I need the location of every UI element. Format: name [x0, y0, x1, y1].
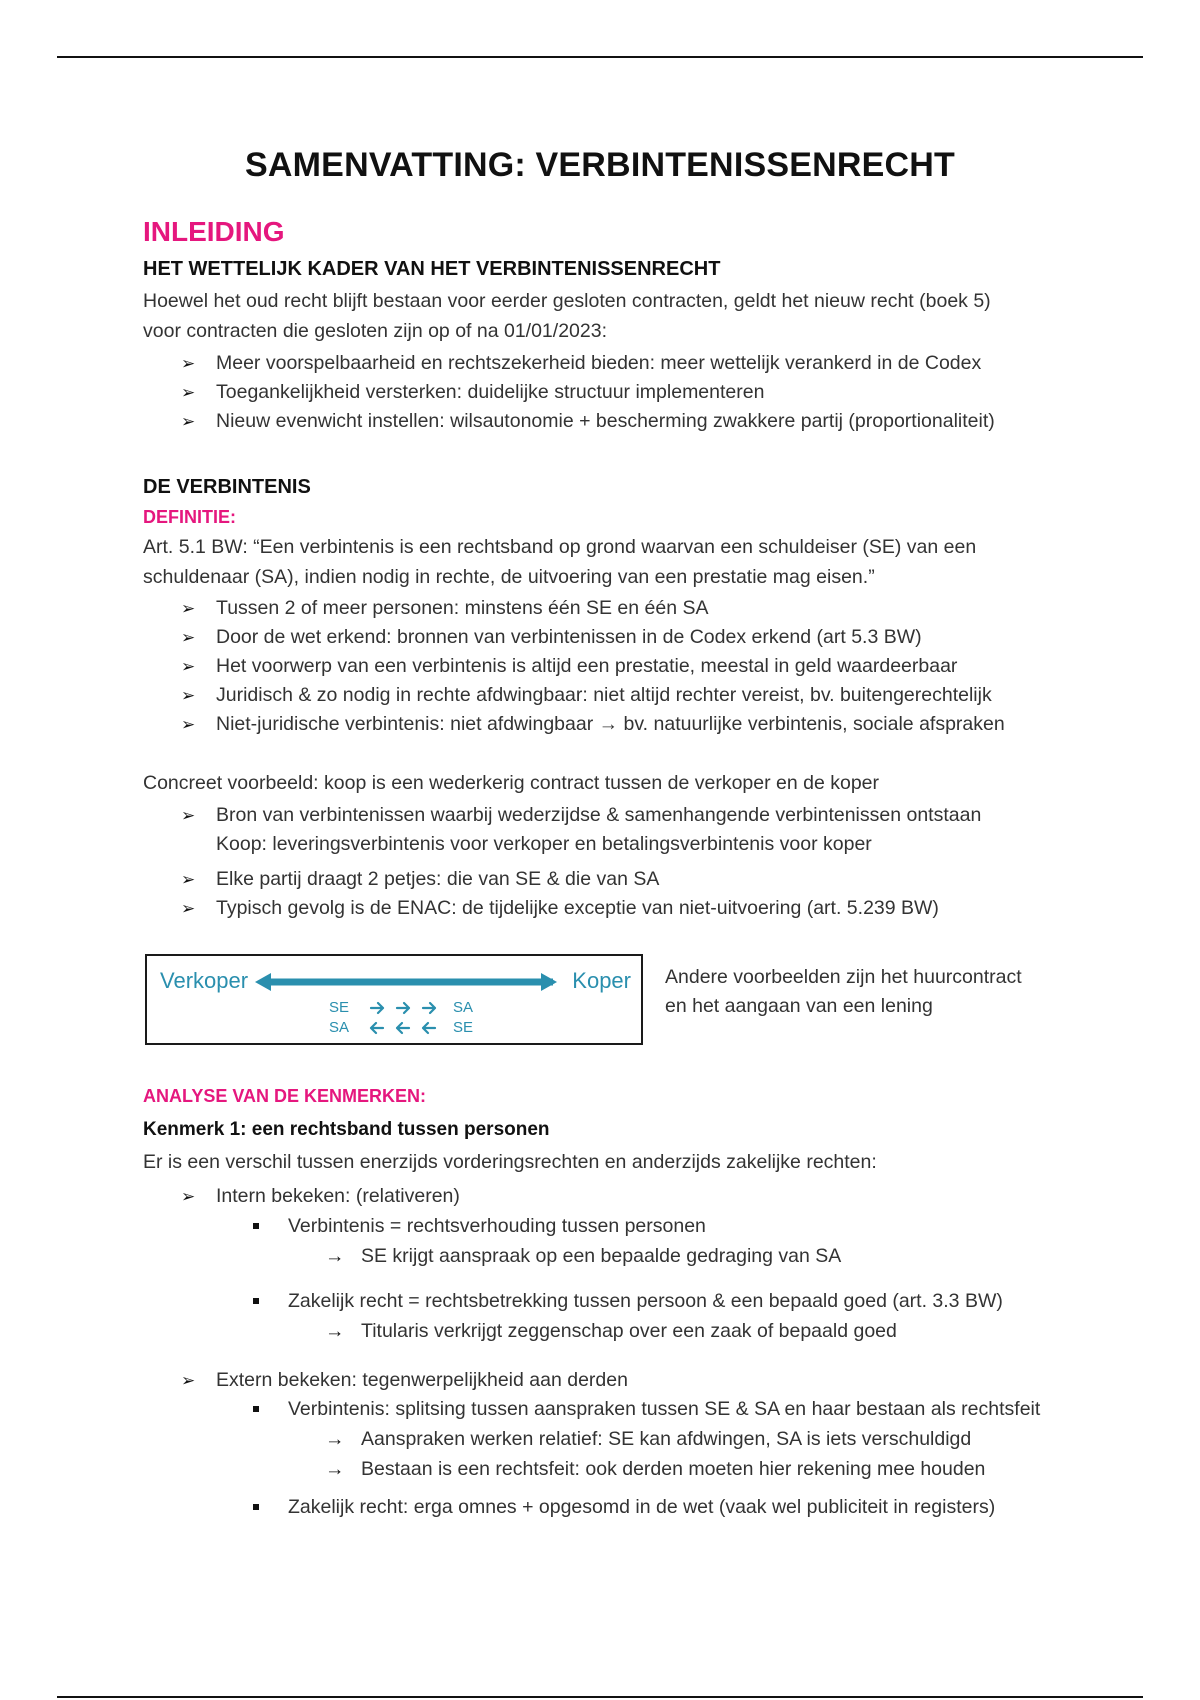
intro-paragraph-line: voor contracten die gesloten zijn op of na 01/01/2023: — [143, 320, 607, 342]
list-item: ➢ Bron van verbintenissen waarbij wederzijdse & samenhangende verbintenissen ontstaan Koop: leveringsverbintenis voor verkoper en betalingsverbintenis voor koper — [181, 801, 981, 859]
arrowhead-bullet-icon: ➢ — [181, 383, 196, 402]
right-arrows-icon — [371, 1003, 435, 1013]
koop-diagram — [145, 954, 643, 1045]
page-title: SAMENVATTING: VERBINTENISSENRECHT — [245, 146, 955, 184]
arrow-head-right — [541, 973, 557, 991]
arrowhead-bullet-icon: ➢ — [181, 686, 196, 705]
intro-paragraph — [143, 286, 1063, 346]
square-bullet-icon — [253, 1406, 259, 1412]
intro-bullet-list — [181, 349, 995, 436]
diagram-buyer-label: Koper — [572, 968, 631, 993]
arrow-subitem: → Bestaan is een rechtsfeit: ook derden moeten hier rekening mee houden — [325, 1454, 985, 1484]
arrow-subitem: → Titularis verkrijgt zeggenschap over een zaak of bepaald goed — [325, 1316, 897, 1346]
top-rule — [57, 56, 1143, 58]
list-item: ➢ Het voorwerp van een verbintenis is altijd een prestatie, meestal in geld waardeerbaar — [181, 652, 1005, 681]
list-item: ➢ Toegankelijkheid versterken: duidelijke structuur implementeren — [181, 378, 995, 407]
section-heading-inleiding: INLEIDING — [143, 216, 285, 247]
arrow-subitem: → SE krijgt aanspraak op een bepaalde gedraging van SA — [325, 1241, 841, 1271]
list-item: ➢ Niet-juridische verbintenis: niet afdwingbaar → bv. natuurlijke verbintenis, sociale afspraken — [181, 710, 1005, 739]
kenmerk1-title: Kenmerk 1: een rechtsband tussen personen — [143, 1119, 550, 1140]
extern-bullet — [181, 1366, 628, 1395]
left-arrows-icon — [371, 1023, 435, 1033]
square-bullet-icon — [253, 1223, 259, 1229]
right-arrow-icon: → — [325, 1320, 345, 1342]
arrowhead-bullet-icon: ➢ — [181, 412, 196, 431]
right-arrow-icon: → — [325, 1458, 345, 1480]
definition-bullet-list — [181, 594, 1005, 739]
diagram-row2-left: SA — [329, 1019, 350, 1036]
subheading-wettelijk-kader: HET WETTELIJK KADER VAN HET VERBINTENISSENRECHT — [143, 258, 721, 280]
square-bullet-icon — [253, 1504, 259, 1510]
section-heading-verbintenis: DE VERBINTENIS — [143, 476, 311, 498]
side-note-line: Andere voorbeelden zijn het huurcontract — [665, 966, 1022, 988]
arrowhead-bullet-icon: ➢ — [181, 628, 196, 647]
arrowhead-bullet-icon: ➢ — [181, 806, 196, 825]
side-note-line: en het aangaan van een lening — [665, 995, 933, 1017]
square-bullet-icon — [253, 1298, 259, 1304]
diagram-seller-label: Verkoper — [160, 968, 249, 993]
example-intro: Concreet voorbeeld: koop is een wederkerig contract tussen de verkoper en de koper — [143, 772, 880, 794]
bottom-rule — [57, 1696, 1143, 1698]
arrowhead-bullet-icon: ➢ — [181, 1187, 196, 1206]
side-note — [665, 963, 1022, 1021]
arrowhead-bullet-icon: ➢ — [181, 1371, 196, 1390]
diagram-row1-left: SE — [329, 999, 350, 1016]
diagram-arrows — [147, 956, 645, 1047]
list-item: ➢ Elke partij draagt 2 petjes: die van SE & die van SA — [181, 865, 981, 894]
diagram-row2-right: SE — [453, 1019, 474, 1036]
arrowhead-bullet-icon: ➢ — [181, 354, 196, 373]
analyse-heading: ANALYSE VAN DE KENMERKEN: — [143, 1086, 427, 1106]
definition-paragraph — [143, 532, 1063, 592]
example-bullet-list — [181, 801, 981, 923]
double-headed-arrow-icon — [255, 973, 557, 991]
analyse-intro: Er is een verschil tussen enerzijds vorderingsrechten en anderzijds zakelijke rechten: — [143, 1151, 877, 1173]
arrowhead-bullet-icon: ➢ — [181, 599, 196, 618]
list-item: ➢ Meer voorspelbaarheid en rechtszekerheid bieden: meer wettelijk verankerd in de Codex — [181, 349, 995, 378]
definitie-label: DEFINITIE: — [143, 507, 236, 527]
list-item: ➢ Tussen 2 of meer personen: minstens één SE en één SA — [181, 594, 1005, 623]
right-arrow-icon: → — [325, 1245, 345, 1267]
arrowhead-bullet-icon: ➢ — [181, 899, 196, 918]
right-arrow-icon: → — [325, 1428, 345, 1450]
definition-line: schuldenaar (SA), indien nodig in rechte, de uitvoering van een prestatie mag eisen.” — [143, 566, 875, 588]
intern-bullet — [181, 1182, 460, 1211]
list-item: ➢ Intern bekeken: (relativeren) — [181, 1182, 460, 1211]
arrowhead-bullet-icon: ➢ — [181, 870, 196, 889]
arrow-subitem: → Aanspraken werken relatief: SE kan afdwingen, SA is iets verschuldigd — [325, 1424, 971, 1454]
arrow-head-left — [255, 973, 271, 991]
arrowhead-bullet-icon: ➢ — [181, 715, 196, 734]
list-item: ➢ Juridisch & zo nodig in rechte afdwingbaar: niet altijd rechter vereist, bv. buitengerechtelijk — [181, 681, 1005, 710]
list-item: ➢ Nieuw evenwicht instellen: wilsautonomie + bescherming zwakkere partij (proportionaliteit) — [181, 407, 995, 436]
intro-paragraph-line: Hoewel het oud recht blijft bestaan voor eerder gesloten contracten, geldt het nieuw recht (boek 5) — [143, 290, 991, 312]
arrowhead-bullet-icon: ➢ — [181, 657, 196, 676]
list-item: ➢ Typisch gevolg is de ENAC: de tijdelijke exceptie van niet-uitvoering (art. 5.239 BW) — [181, 894, 981, 923]
definition-line: Art. 5.1 BW: “Een verbintenis is een rechtsband op grond waarvan een schuldeiser (SE) van een — [143, 536, 977, 558]
list-item: ➢ Door de wet erkend: bronnen van verbintenissen in de Codex erkend (art 5.3 BW) — [181, 623, 1005, 652]
diagram-row1-right: SA — [453, 999, 474, 1016]
list-item: ➢ Extern bekeken: tegenwerpelijkheid aan derden — [181, 1366, 628, 1395]
